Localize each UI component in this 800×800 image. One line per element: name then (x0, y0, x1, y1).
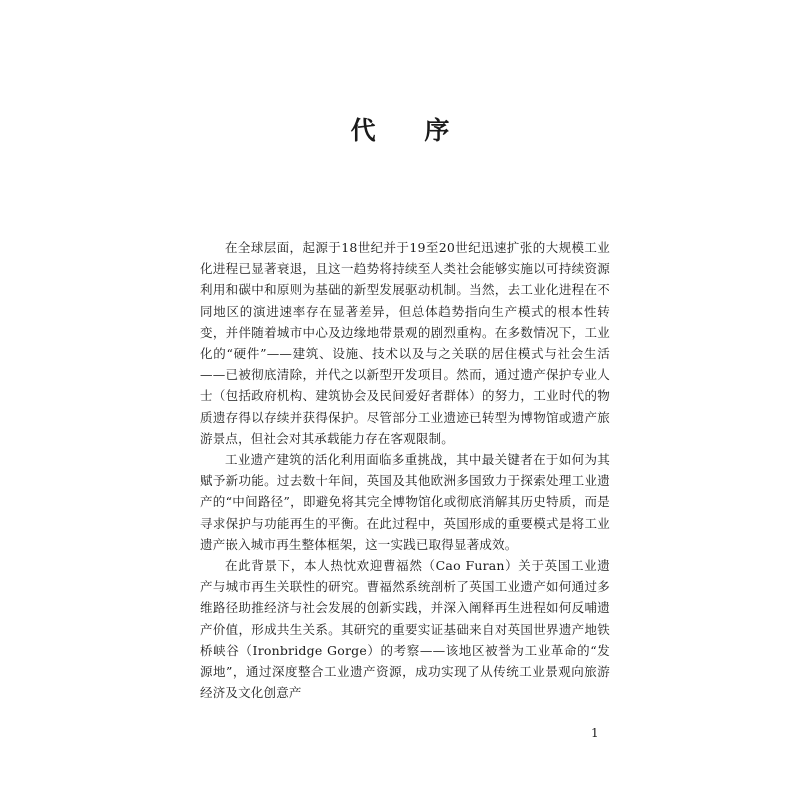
paragraph-2: 工业遗产建筑的活化利用面临多重挑战，其中最关键者在于如何为其赋予新功能。过去数十年间，英国及其他欧洲多国致力于探索处理工业遗产的“中间路径”，即避免将其完全博物馆化或彻底消解其历史特质，而是寻求保护与功能再生的平衡。在此过程中，英国形成的重要模式是将工业遗产嵌入城市再生整体框架，这一实践已取得显著成效。 (200, 452, 610, 552)
preface-body (200, 237, 610, 703)
page-number: 1 (591, 726, 599, 740)
page-title: 代 序 (350, 116, 470, 145)
paragraph-1: 在全球层面，起源于18世纪并于19至20世纪迅速扩张的大规模工业化进程已显著衰退，且这一趋势将持续至人类社会能够实施以可持续资源利用和碳中和原则为基础的新型发展驱动机制。当然，去工业化进程在不同地区的演进速率存在显著差异，但总体趋势指向生产模式的根本性转变，并伴随着城市中心及边缘地带景观的剧烈重构。在多数情况下，工业化的“硬件”——建筑、设施、技术以及与之关联的居住模式与社会生活——已被彻底清除，并代之以新型开发项目。然而，通过遗产保护专业人士（包括政府机构、建筑协会及民间爱好者群体）的努力，工业时代的物质遗存得以存续并获得保护。尽管部分工业遗迹已转型为博物馆或遗产旅游景点，但社会对其承载能力存在客观限制。 (200, 240, 610, 446)
paragraph-3: 在此背景下，本人热忱欢迎曹福然（Cao Furan）关于英国工业遗产与城市再生关联性的研究。曹福然系统剖析了英国工业遗产如何通过多维路径助推经济与社会发展的创新实践，并深入阐释再生进程如何反哺遗产价值，形成共生关系。其研究的重要实证基础来自对英国世界遗产地铁桥峡谷（Ironbridge Gorge）的考察——该地区被誉为工业革命的“发源地”，通过深度整合工业遗产资源，成功实现了从传统工业景观向旅游经济及文化创意产 (200, 558, 610, 701)
